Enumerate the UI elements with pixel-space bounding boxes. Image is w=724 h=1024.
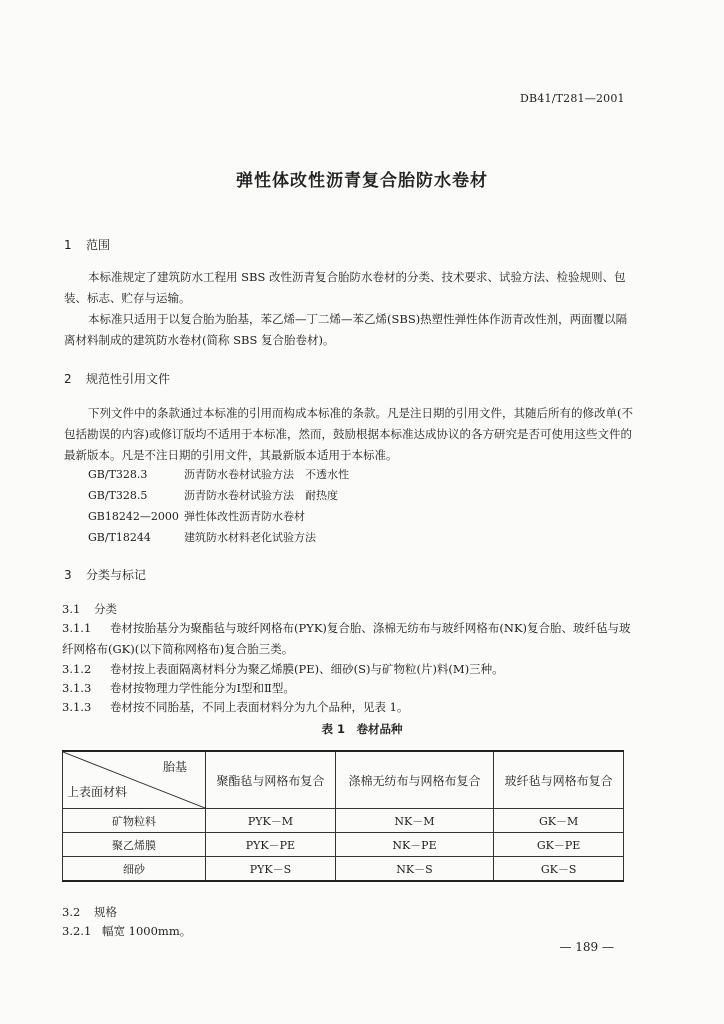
clause-number: 3.1.3 — [62, 700, 92, 714]
reference-title: 沥青防水卷材试验方法 耐热度 — [184, 489, 338, 502]
table-row — [63, 833, 624, 857]
document-title: 弹性体改性沥青复合胎防水卷材 — [236, 171, 488, 191]
section-1-heading — [64, 236, 110, 253]
section-number: 3 — [64, 568, 72, 582]
clause-3-1-3b — [62, 699, 408, 715]
column-header: 聚酯毡与网格布复合 — [206, 751, 336, 809]
clause-number: 3.1.1 — [62, 621, 92, 635]
row-label: 细砂 — [63, 857, 206, 882]
standard-code: DB41/T281—2001 — [520, 92, 625, 105]
clause-3-2-1 — [62, 923, 191, 939]
clause-text: 幅宽 1000mm。 — [102, 924, 192, 938]
section-number: 2 — [64, 372, 72, 386]
column-header: 涤棉无纺布与网格布复合 — [335, 751, 493, 809]
section-title: 范围 — [86, 238, 111, 252]
clause-3-1-3 — [62, 680, 295, 696]
table-cell: GK－S — [494, 857, 624, 882]
reference-title: 建筑防水材料老化试验方法 — [184, 531, 316, 544]
reference-row — [88, 508, 305, 524]
table-cell: NK－M — [335, 809, 493, 833]
table-1-caption: 表 1 卷材品种 — [321, 722, 403, 736]
reference-row — [88, 529, 316, 545]
clause-number: 3.1.3 — [62, 681, 92, 695]
clause-3-1-2 — [62, 661, 504, 677]
clause-text: 卷材按不同胎基，不同上表面材料分为九个品种，见表 1。 — [110, 700, 409, 714]
clause-number: 3.2.1 — [62, 924, 92, 938]
table-1 — [62, 750, 624, 882]
table-row — [63, 809, 624, 833]
corner-bottom-label: 上表面材料 — [67, 785, 128, 799]
reference-code: GB/T18244 — [88, 531, 151, 544]
table-cell: NK－S — [335, 857, 493, 882]
clause-3-1-1 — [62, 618, 634, 660]
section-title: 分类与标记 — [86, 568, 147, 582]
table-cell: NK－PE — [335, 833, 493, 857]
table-cell: GK－PE — [494, 833, 624, 857]
corner-top-label: 胎基 — [162, 760, 187, 774]
row-label: 矿物粒料 — [63, 809, 206, 833]
table-row — [63, 857, 624, 882]
table-header-row — [63, 751, 624, 809]
column-header: 玻纤毡与网格布复合 — [494, 751, 624, 809]
subsection-title: 分类 — [94, 602, 117, 616]
table-cell: PYK－M — [206, 809, 336, 833]
subsection-title: 规格 — [94, 905, 117, 919]
subsection-number: 3.1 — [62, 602, 81, 616]
section-number: 1 — [64, 238, 72, 252]
reference-code: GB18242—2000 — [88, 510, 179, 523]
reference-title: 弹性体改性沥青防水卷材 — [184, 510, 305, 523]
subsection-3-1-heading — [62, 601, 117, 617]
section-title: 规范性引用文件 — [86, 372, 171, 386]
reference-title: 沥青防水卷材试验方法 不透水性 — [184, 468, 349, 481]
page-number: — 189 — — [559, 940, 614, 954]
section-3-heading — [64, 566, 146, 583]
section-1-paragraph-2: 本标准只适用于以复合胎为胎基，苯乙烯—丁二烯—苯乙烯(SBS)热塑性弹性体作沥青改性剂，两面覆以隔离材料制成的建筑防水卷材(简称 SBS 复合胎卷材)。 — [64, 312, 628, 347]
clause-text: 卷材按物理力学性能分为Ⅰ型和Ⅱ型。 — [110, 681, 295, 695]
table-cell: GK－M — [494, 809, 624, 833]
reference-row — [88, 487, 338, 503]
section-2-paragraph: 下列文件中的条款通过本标准的引用而构成本标准的条款。凡是注日期的引用文件，其随后所有的修改单(不包括勘误的内容)或修订版均不适用于本标准，然而，鼓励根据本标准达成协议的各方研究是否可使用这些文件的最新版本。凡是不注日期的引用文件，其最新版本适用于本标准。 — [64, 406, 633, 462]
reference-row — [88, 466, 349, 482]
row-label: 聚乙烯膜 — [63, 833, 206, 857]
table-corner-cell — [63, 751, 206, 809]
subsection-number: 3.2 — [62, 905, 81, 919]
reference-code: GB/T328.3 — [88, 468, 148, 481]
section-2-heading — [64, 370, 170, 387]
reference-code: GB/T328.5 — [88, 489, 148, 502]
clause-text: 卷材按胎基分为聚酯毡与玻纤网格布(PYK)复合胎、涤棉无纺布与玻纤网格布(NK)复合胎、玻纤毡与玻纤网格布(GK)(以下简称网格布)复合胎三类。 — [62, 621, 631, 656]
subsection-3-2-heading — [62, 904, 117, 920]
clause-text: 卷材按上表面隔离材料分为聚乙烯膜(PE)、细砂(S)与矿物粒(片)料(M)三种。 — [110, 662, 504, 676]
table-cell: PYK－S — [206, 857, 336, 882]
table-cell: PYK－PE — [206, 833, 336, 857]
clause-number: 3.1.2 — [62, 662, 92, 676]
section-1-paragraph-1: 本标准规定了建筑防水工程用 SBS 改性沥青复合胎防水卷材的分类、技术要求、试验方法、检验规则、包装、标志、贮存与运输。 — [64, 270, 626, 305]
